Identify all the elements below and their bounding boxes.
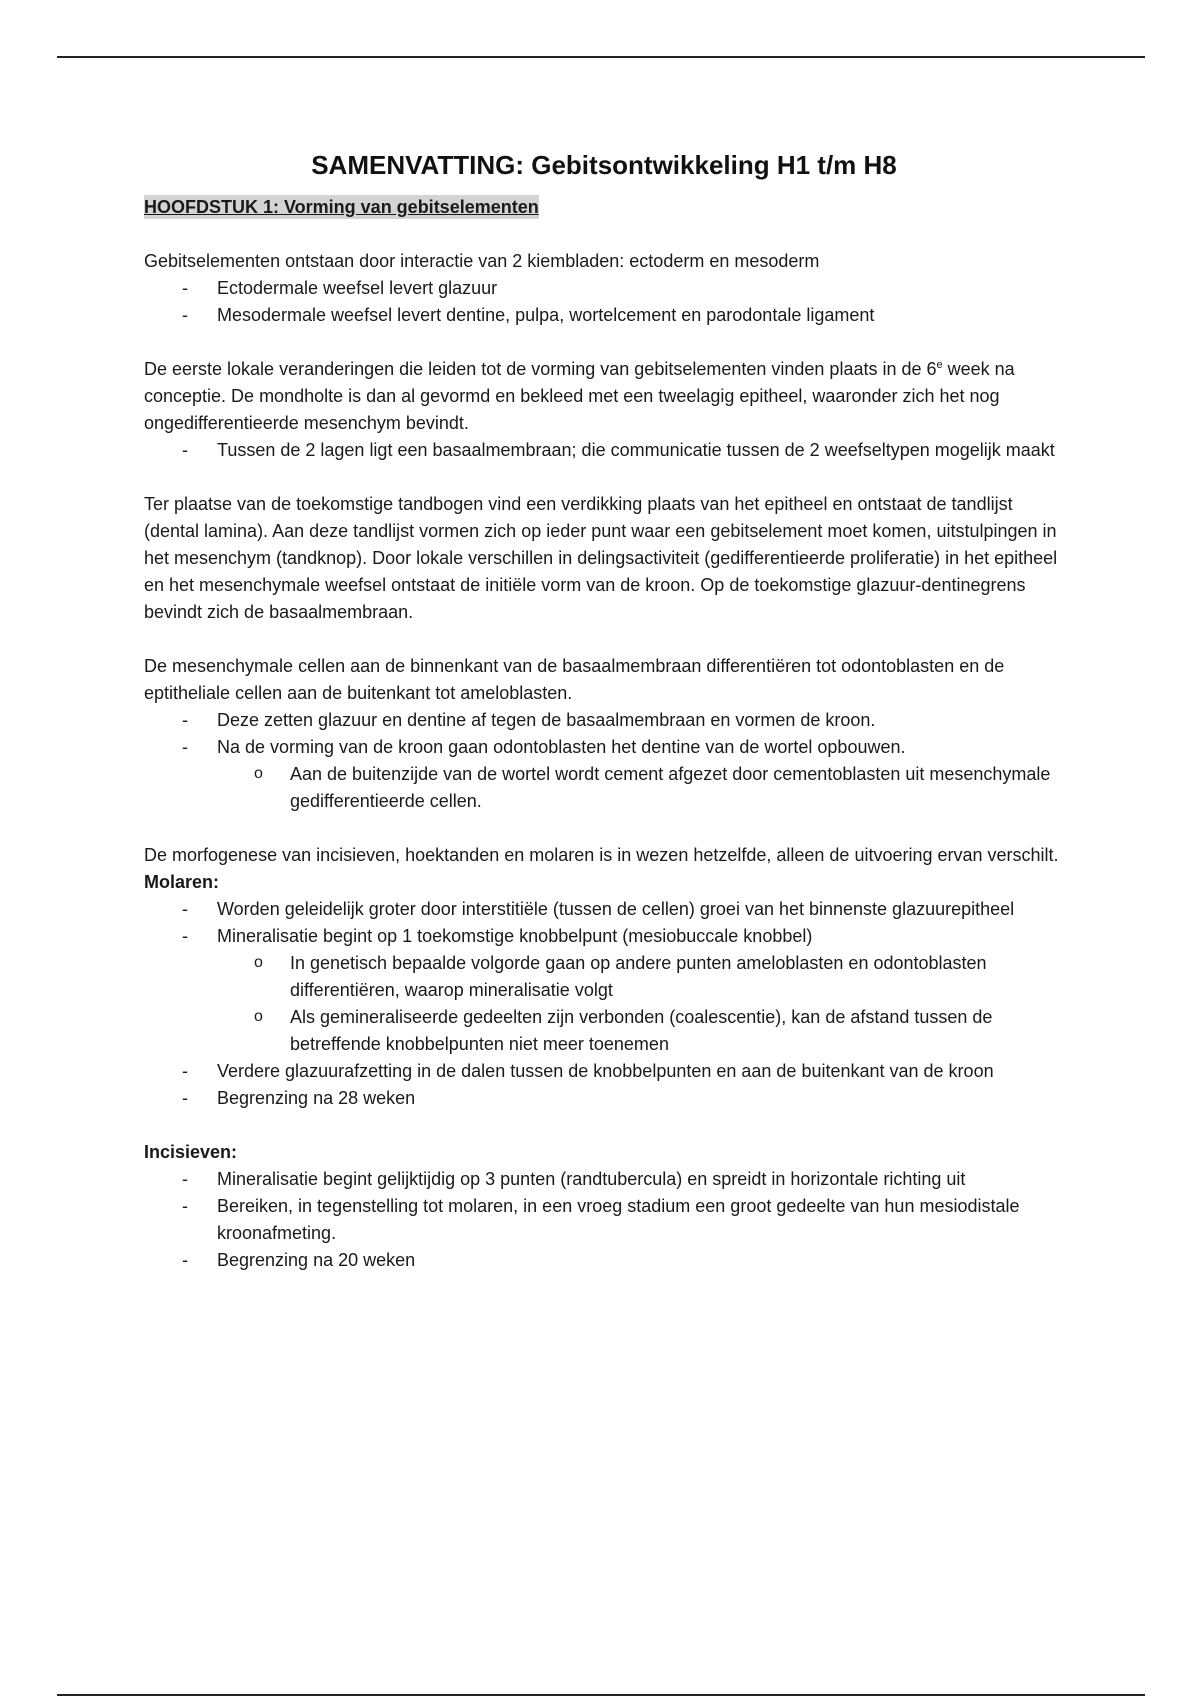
bullet-list-2 (144, 437, 1064, 464)
top-rule (57, 56, 1145, 58)
list-item-text: Na de vorming van de kroon gaan odontoblasten het dentine van de wortel opbouwen. (217, 737, 906, 757)
paragraph-2-start: De eerste lokale veranderingen die leiden tot de vorming van gebitselementen vinden plaats in de 6 (144, 359, 937, 379)
document-title: SAMENVATTING: Gebitsontwikkeling H1 t/m H8 (311, 150, 897, 180)
incisieven-list (144, 1166, 1064, 1274)
list-item: - Deze zetten glazuur en dentine af tegen de basaalmembraan en vormen de kroon. (144, 707, 1064, 734)
list-item: - Worden geleidelijk groter door interstitiële (tussen de cellen) groei van het binnenste glazuurepitheel (144, 896, 1064, 923)
sub-list-item: o In genetisch bepaalde volgorde gaan op andere punten ameloblasten en odontoblasten differentiëren, waarop mineralisatie volgt (144, 950, 1064, 1004)
list-item: - Mesodermale weefsel levert dentine, pulpa, wortelcement en parodontale ligament (144, 302, 1064, 329)
sub-bullet-list (217, 761, 1064, 815)
sub-list-item: o Als gemineraliseerde gedeelten zijn verbonden (coalescentie), kan de afstand tussen de betreffende knobbelpunten niet meer toenemen (144, 1004, 1064, 1058)
list-item-text: Mineralisatie begint op 1 toekomstige knobbelpunt (mesiobuccale knobbel) (217, 926, 813, 946)
list-item (144, 923, 1064, 1058)
bottom-rule (57, 1694, 1145, 1696)
molaren-heading: Molaren: (144, 872, 220, 892)
chapter-heading: HOOFDSTUK 1: Vorming van gebitselementen (144, 197, 539, 217)
document-body (144, 148, 1064, 1274)
paragraph-2 (144, 356, 1064, 437)
paragraph-3: Ter plaatse van de toekomstige tandbogen vind een verdikking plaats van het epitheel en ontstaat de tandlijst (dental lamina). Aan deze tandlijst vormen zich op ieder punt waar een gebitselement moet komen, uitstulpingen in het mesenchym (tandknop). Door lokale verschillen in delingsactiviteit (gedifferentieerde proliferatie) in het epitheel en het mesenchymale weefsel ontstaat de initiële vorm van de kroon. Op de toekomstige glazuur-dentinegrens bevindt zich de basaalmembraan. (144, 494, 1058, 622)
list-item: - Begrenzing na 28 weken (144, 1085, 1064, 1112)
paragraph-2-end: week na conceptie. De mondholte is dan al gevormd en bekleed met een tweelagig epitheel, waaronder zich het nog ongedifferentieerde mesenchym bevindt. (144, 359, 1015, 433)
list-item: - Tussen de 2 lagen ligt een basaalmembraan; die communicatie tussen de 2 weefseltypen mogelijk maakt (144, 437, 1064, 464)
bullet-list-4 (144, 707, 1064, 815)
chapter-heading-row (144, 194, 1064, 221)
paragraph-4: De mesenchymale cellen aan de binnenkant van de basaalmembraan differentiëren tot odontoblasten en de eptitheliale cellen aan de buitenkant tot ameloblasten. (144, 656, 1005, 703)
list-item: - Ectodermale weefsel levert glazuur (144, 275, 1064, 302)
paragraph-1: Gebitselementen ontstaan door interactie van 2 kiembladen: ectoderm en mesoderm (144, 251, 820, 271)
list-item (144, 734, 1064, 815)
list-item: - Bereiken, in tegenstelling tot molaren, in een vroeg stadium een groot gedeelte van hun mesiodistale kroonafmeting. (144, 1193, 1064, 1247)
sub-bullet-list (217, 950, 1064, 1058)
bullet-list-1 (144, 275, 1064, 329)
list-item: - Mineralisatie begint gelijktijdig op 3 punten (randtubercula) en spreidt in horizontale richting uit (144, 1166, 1064, 1193)
incisieven-heading: Incisieven: (144, 1142, 238, 1162)
paragraph-5: De morfogenese van incisieven, hoektanden en molaren is in wezen hetzelfde, alleen de uitvoering ervan verschilt. (144, 845, 1059, 865)
sub-list-item: o Aan de buitenzijde van de wortel wordt cement afgezet door cementoblasten uit mesenchymale gedifferentieerde cellen. (144, 761, 1064, 815)
superscript-e: e (936, 359, 943, 371)
molaren-list (144, 896, 1064, 1112)
list-item: - Verdere glazuurafzetting in de dalen tussen de knobbelpunten en aan de buitenkant van de kroon (144, 1058, 1064, 1085)
list-item: - Begrenzing na 20 weken (144, 1247, 1064, 1274)
